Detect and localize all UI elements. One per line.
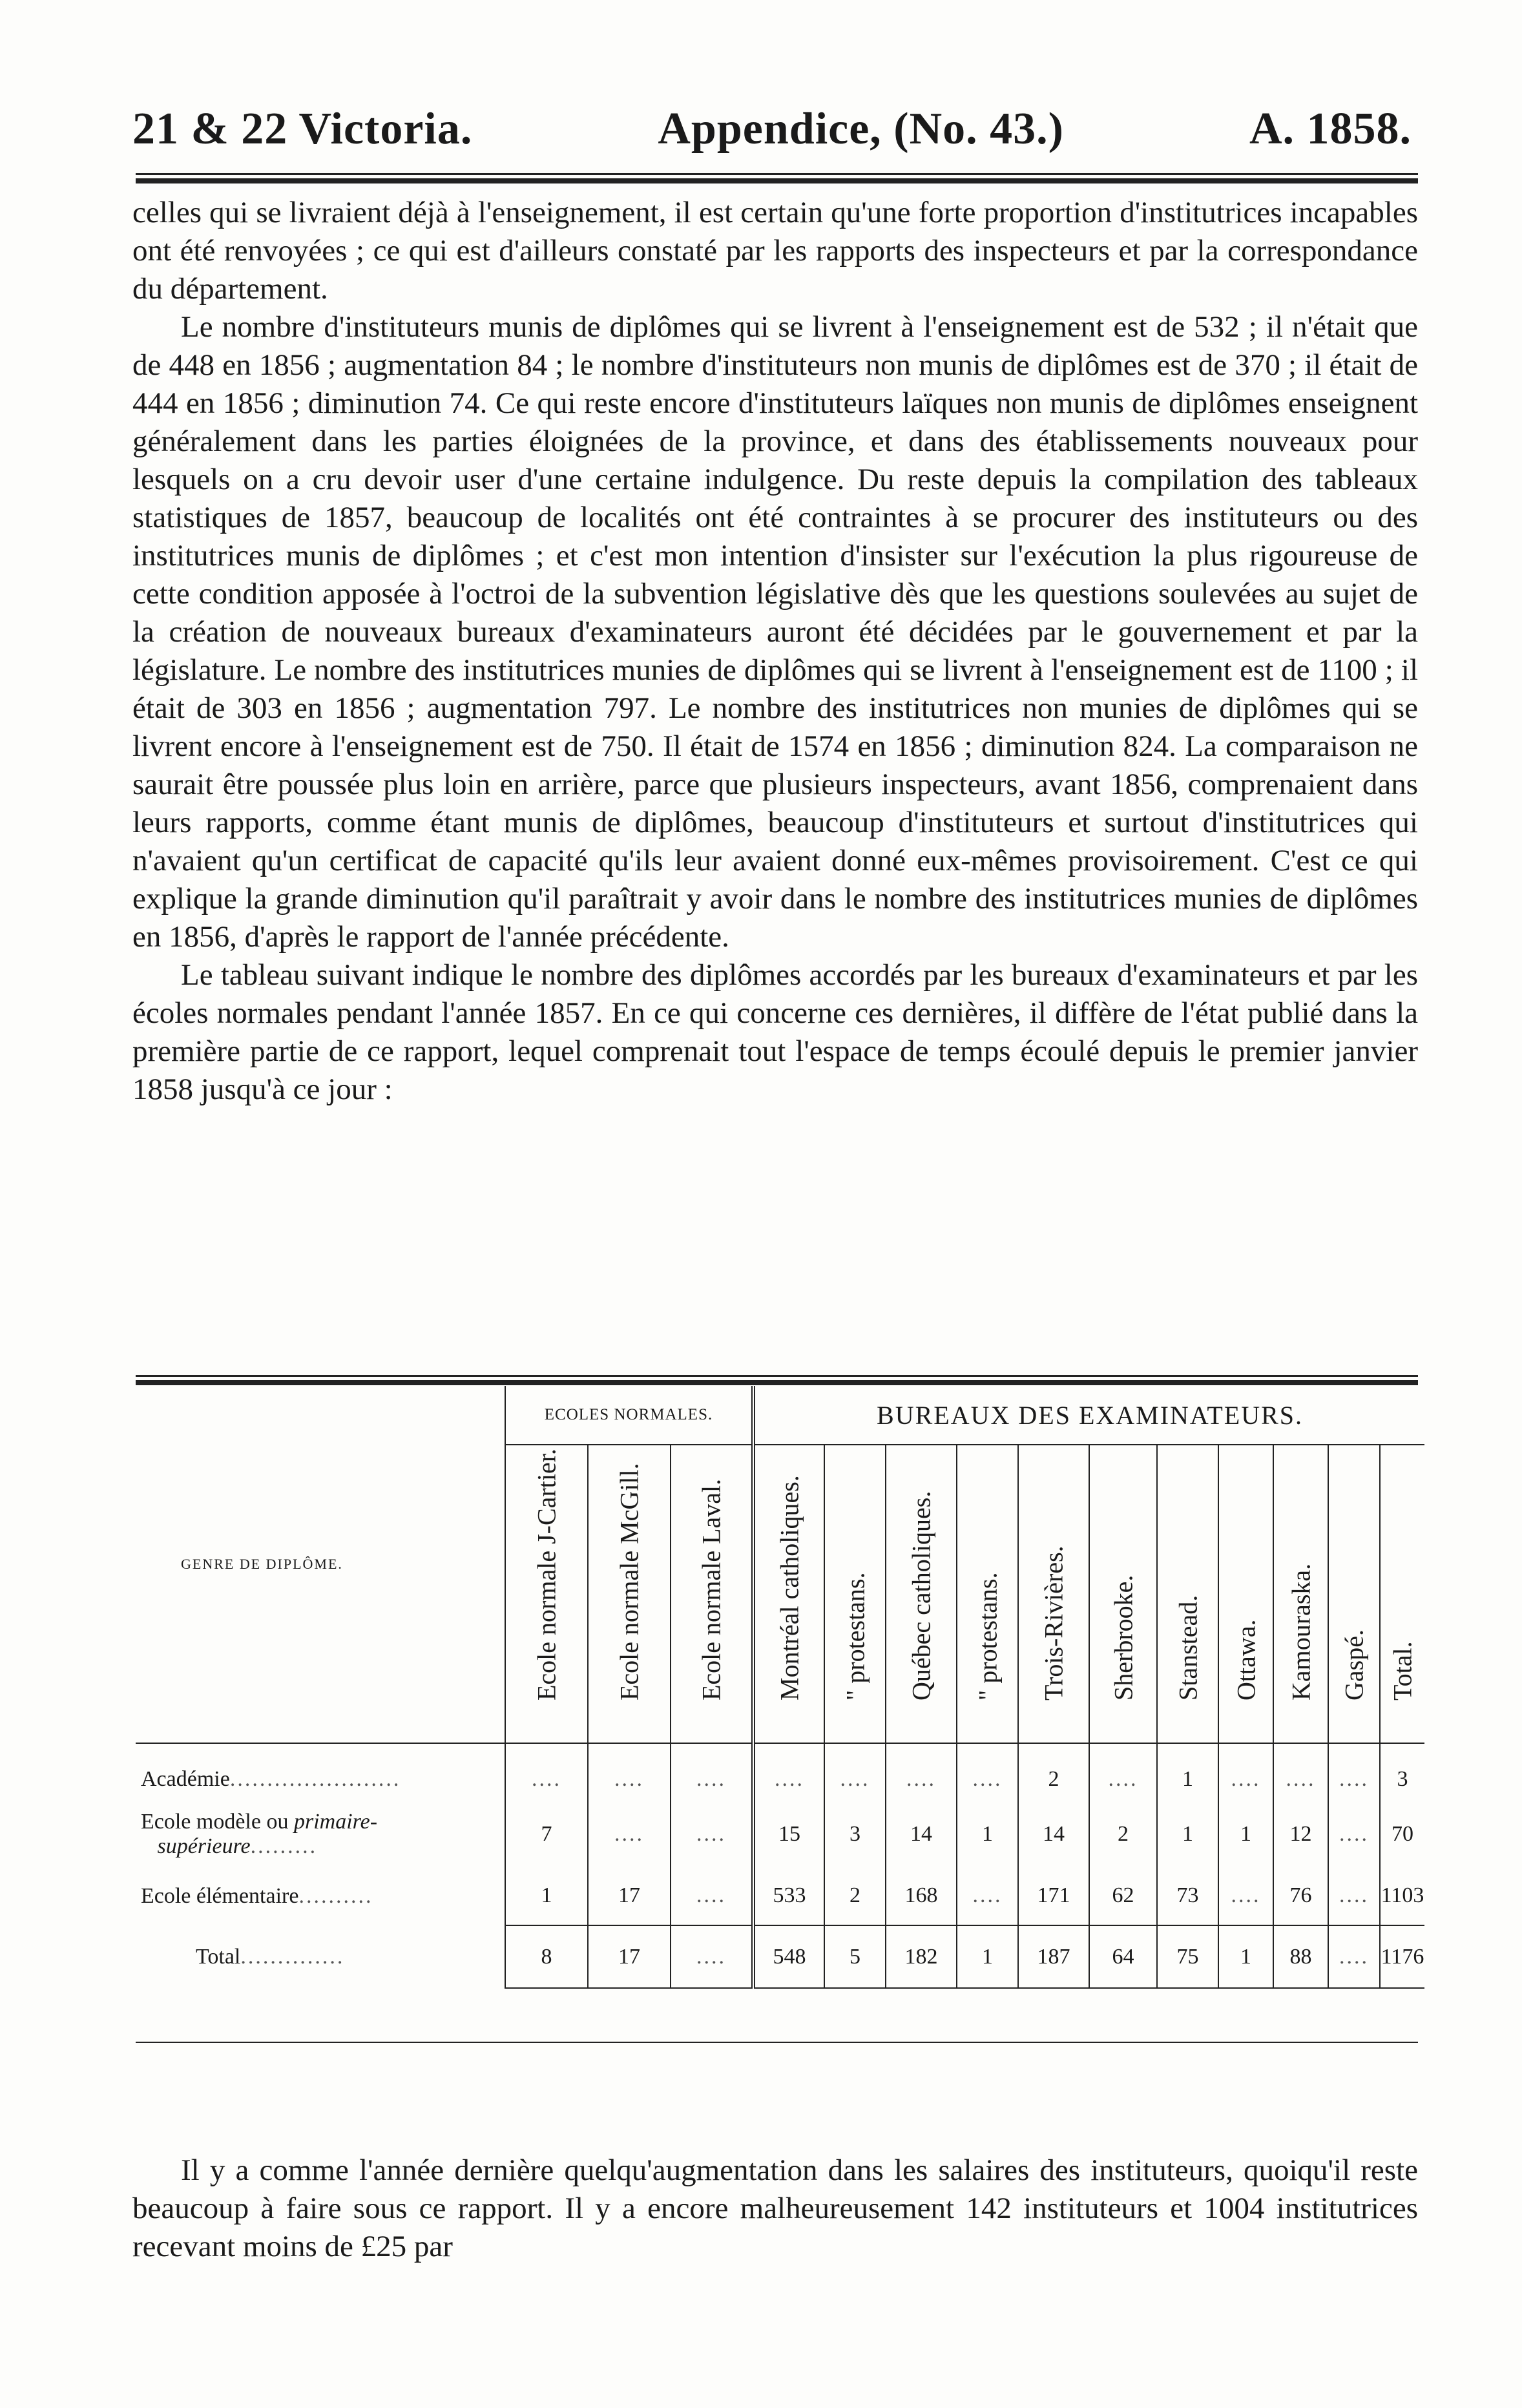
- column-header: [1328, 1445, 1380, 1743]
- table-cell: 1: [505, 1867, 588, 1925]
- table-cell: 73: [1157, 1867, 1218, 1925]
- row-label: Ecole élémentaire..........: [141, 1883, 373, 1908]
- page-header: [132, 103, 1412, 155]
- column-header: [588, 1445, 671, 1743]
- column-header: [1273, 1445, 1328, 1743]
- table-cell: 8: [505, 1925, 588, 1988]
- table-row: [136, 1925, 1424, 1988]
- table-cell: ....: [671, 1743, 753, 1802]
- table-cell: 182: [886, 1925, 957, 1988]
- table-cell: ....: [1089, 1743, 1157, 1802]
- paragraph: Le tableau suivant indique le nombre des diplômes accordés par les bureaux d'examinateurs et par les écoles normales pendant l'année 1857. En ce qui concerne ces dernières, il diffère de l'état publié dans la première partie de ce rapport, lequel comprenait tout l'espace de temps écoulé depuis le premier janvier 1858 jusqu'à ce jour :: [132, 958, 1418, 1106]
- table-cell: 548: [753, 1925, 824, 1988]
- table-row: [136, 1867, 1424, 1925]
- table-cell: ....: [671, 1867, 753, 1925]
- table-cell: 1: [957, 1925, 1018, 1988]
- table-cell: 2: [1089, 1802, 1157, 1867]
- table-cell: ....: [753, 1743, 824, 1802]
- table-cell: ....: [588, 1802, 671, 1867]
- table-top-rule: [136, 1375, 1418, 1385]
- group-ecoles-normales: ECOLES NORMALES.: [505, 1386, 753, 1445]
- column-header-label: Ecole normale McGill.: [614, 1463, 644, 1701]
- table-bottom-rule: [136, 2042, 1418, 2043]
- table-cell: ....: [671, 1802, 753, 1867]
- body-text-top: [132, 194, 1418, 1109]
- table-cell: 5: [824, 1925, 886, 1988]
- column-header: [824, 1445, 886, 1743]
- table-cell: 14: [886, 1802, 957, 1867]
- header-session: 21 & 22 Victoria.: [132, 104, 473, 154]
- table-cell: ....: [886, 1743, 957, 1802]
- column-header-label: Gaspé.: [1339, 1629, 1369, 1701]
- table-cell: 88: [1273, 1925, 1328, 1988]
- paragraph: Il y a comme l'année dernière quelqu'augmentation dans les salaires des instituteurs, quoiqu'il reste beaucoup à faire sous ce rapport. Il y a encore malheureusement 142 instituteurs et 1004 institutrices recevant moins de £25 par: [132, 2153, 1418, 2263]
- table-cell: ....: [1328, 1802, 1380, 1867]
- table-cell: ....: [671, 1925, 753, 1988]
- column-header-label: Ecole normale Laval.: [696, 1478, 726, 1701]
- table-cell: ....: [1328, 1925, 1380, 1988]
- table-cell: 64: [1089, 1925, 1157, 1988]
- column-header: [753, 1445, 824, 1743]
- table-cell: ....: [1218, 1867, 1273, 1925]
- table-cell: ....: [1218, 1743, 1273, 1802]
- table-cell: 14: [1018, 1802, 1089, 1867]
- body-text-bottom: [132, 2151, 1418, 2266]
- table-cell: 1: [1218, 1802, 1273, 1867]
- table-cell: 2: [1018, 1743, 1089, 1802]
- table-cell: 12: [1273, 1802, 1328, 1867]
- column-header-label: Stanstead.: [1173, 1595, 1202, 1701]
- header-year: A. 1858.: [1249, 104, 1412, 154]
- table-cell: 70: [1380, 1802, 1424, 1867]
- table-cell: ....: [1273, 1743, 1328, 1802]
- diploma-table: [136, 1386, 1424, 1989]
- column-header-label: Montréal catholiques.: [775, 1475, 804, 1701]
- table-cell: ....: [824, 1743, 886, 1802]
- table-row: [136, 1743, 1424, 1802]
- row-label: Total..............: [196, 1944, 345, 1969]
- column-header: [1018, 1445, 1089, 1743]
- table-cell: ....: [957, 1867, 1018, 1925]
- column-header: [1157, 1445, 1218, 1743]
- table-cell: 7: [505, 1802, 588, 1867]
- table-cell: 62: [1089, 1867, 1157, 1925]
- column-header-label: Trois-Rivières.: [1039, 1545, 1069, 1701]
- table-cell: 1: [1157, 1743, 1218, 1802]
- table-cell: 533: [753, 1867, 824, 1925]
- column-header: [1089, 1445, 1157, 1743]
- table-cell: ....: [957, 1743, 1018, 1802]
- table-cell: 15: [753, 1802, 824, 1867]
- genre-header: GENRE DE DIPLÔME.: [136, 1386, 505, 1743]
- paragraph: celles qui se livraient déjà à l'enseignement, il est certain qu'une forte proportion d'institutrices incapables ont été renvoyées ; ce qui est d'ailleurs constaté par les rapports des inspecteurs et par la correspondance du département.: [132, 196, 1418, 306]
- table-cell: 75: [1157, 1925, 1218, 1988]
- header-appendix: Appendice, (No. 43.): [658, 104, 1064, 154]
- table-row: [136, 1802, 1424, 1867]
- row-label-text: Total: [196, 1944, 241, 1969]
- column-header: [886, 1445, 957, 1743]
- paragraph: Le nombre d'instituteurs munis de diplômes qui se livrent à l'enseignement est de 532 ; il n'était que de 448 en 1856 ; augmentation 84 ; le nombre d'instituteurs non munis de diplômes est de 370 ; il était de 444 en 1856 ; diminution 74. Ce qui reste encore d'instituteurs laïques non munis de diplômes enseignent généralement dans les parties éloignées de la province, et dans des établissements nouveaux pour lesquels on a cru devoir user d'une certaine indulgence. Du reste depuis la compilation des tableaux statistiques de 1857, beaucoup de localités ont été contraintes à se procurer des instituteurs ou des institutrices munis de diplômes ; et c'est mon intention d'insister sur l'exécution la plus rigoureuse de cette condition apposée à l'octroi de la subvention législative dès que les questions soulevées au sujet de la création de nouveaux bureaux d'examinateurs auront été décidées par le gouvernement et par la législature. Le nombre des institutrices munies de diplômes qui se livrent à l'enseignement est de 1100 ; il était de 303 en 1856 ; augmentation 797. Le nombre des institutrices non munies de diplômes qui se livrent encore à l'enseignement est de 750. Il était de 1574 en 1856 ; diminution 824. La comparaison ne saurait être poussée plus loin en arrière, parce que plusieurs inspecteurs, avant 1856, comprenaient dans leurs rapports, comme étant munis de diplômes, beaucoup d'instituteurs et surtout d'institutrices qui n'avaient qu'un certificat de capacité qu'ils leur avaient donné eux-mêmes provisoirement. C'est ce qui explique la grande diminution qu'il paraîtrait y avoir dans le nombre des institutrices munies de diplômes en 1856, d'après le rapport de l'année précédente.: [132, 310, 1418, 954]
- column-header-label: Ecole normale J-Cartier.: [532, 1449, 561, 1701]
- row-label-part: primaire-: [293, 1810, 378, 1834]
- table-cell: 1: [1218, 1925, 1273, 1988]
- table-cell: 1: [957, 1802, 1018, 1867]
- table-cell: 17: [588, 1867, 671, 1925]
- table-cell: 168: [886, 1867, 957, 1925]
- row-label-text: Académie: [141, 1767, 230, 1791]
- column-header-label: Ottawa.: [1231, 1619, 1260, 1701]
- table-cell: ....: [1328, 1743, 1380, 1802]
- table-cell: ....: [1328, 1867, 1380, 1925]
- table-cell: 2: [824, 1867, 886, 1925]
- row-label: Académie.......................: [141, 1767, 401, 1791]
- column-header: [957, 1445, 1018, 1743]
- table-cell: ....: [588, 1743, 671, 1802]
- header-rule: [136, 173, 1418, 183]
- column-header: [505, 1445, 588, 1743]
- table-cell: 171: [1018, 1867, 1089, 1925]
- table-cell: 1: [1157, 1802, 1218, 1867]
- column-header: [1218, 1445, 1273, 1743]
- column-header-label: Total.: [1388, 1641, 1417, 1701]
- column-header-label: " protestans.: [840, 1572, 870, 1701]
- table-cell: 3: [1380, 1743, 1424, 1802]
- row-label-part: Ecole modèle ou: [141, 1810, 289, 1834]
- column-header-label: " protestans.: [973, 1572, 1002, 1701]
- table-cell: ....: [505, 1743, 588, 1802]
- column-header-label: Kamouraska.: [1286, 1563, 1315, 1701]
- column-header: [671, 1445, 753, 1743]
- table-cell: 1103: [1380, 1867, 1424, 1925]
- table-cell: 187: [1018, 1925, 1089, 1988]
- table-cell: 17: [588, 1925, 671, 1988]
- table-cell: 3: [824, 1802, 886, 1867]
- table-cell: 76: [1273, 1867, 1328, 1925]
- group-bureaux-examinateurs: BUREAUX DES EXAMINATEURS.: [753, 1386, 1424, 1445]
- row-label-text: Ecole élémentaire: [141, 1883, 299, 1908]
- column-header: [1380, 1445, 1424, 1743]
- row-label: Ecole modèle ou primaire- supérieure.........: [141, 1810, 378, 1858]
- row-label-part: supérieure: [157, 1834, 251, 1858]
- column-header-label: Québec catholiques.: [906, 1491, 936, 1701]
- table-cell: 1176: [1380, 1925, 1424, 1988]
- column-header-label: Sherbrooke.: [1109, 1575, 1138, 1701]
